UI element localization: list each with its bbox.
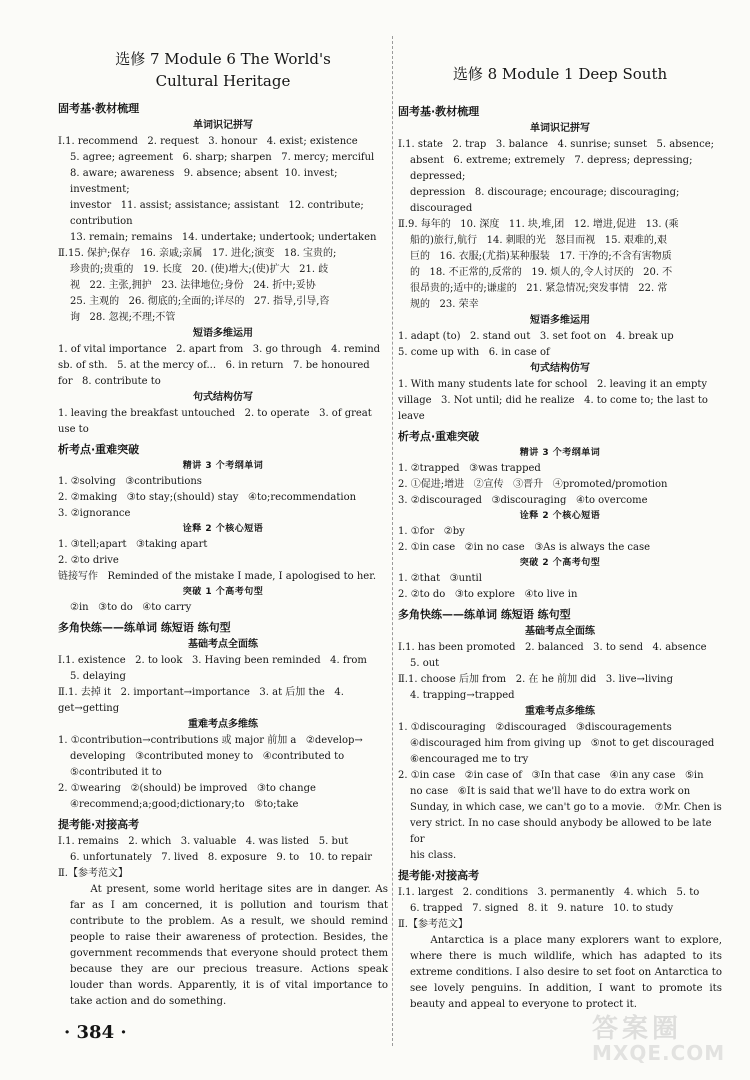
answer-line: 2. ①in case ②in no case ③As is always the case xyxy=(398,542,651,553)
answer-line: 1. ①contribution→contributions 或 major 前加 a ②develop→ xyxy=(58,735,363,746)
answer-line: 2. ②making ③to stay;(should) stay ④to;recommendation xyxy=(58,492,357,503)
answer-line: 1. leaving the breakfast untouched 2. to operate 3. of great use to xyxy=(58,408,375,435)
answer-line: Ⅱ.9. 每年的 10. 深度 11. 块,堆,团 12. 增进,促进 13. (乘 xyxy=(398,219,679,230)
answer-line: 规的 23. 荣幸 xyxy=(410,299,479,310)
answer-line: 8. aware; awareness 9. absence; absent 10. invest; investment; xyxy=(70,168,341,195)
answer-line: 1. With many students late for school 2. leaving it an empty xyxy=(398,379,708,390)
answer-line: 6. unfortunately 7. lived 8. exposure 9. to 10. to repair xyxy=(70,852,373,863)
answer-line: absent 6. extreme; extremely 7. depress; depressing; depressed; xyxy=(410,155,696,182)
answer-line: Ⅱ.15. 保护;保存 16. 亲戚;亲属 17. 进化;演变 18. 宝贵的; xyxy=(58,248,337,259)
right-column xyxy=(398,0,722,1013)
title-line: 选修 7 Module 6 The World's xyxy=(115,50,331,68)
answer-line: ⑤contributed it to xyxy=(70,767,162,778)
answer-line: 船的)旅行,航行 14. 刺眼的光 怒目而视 15. 艰难的,艰 xyxy=(410,235,668,246)
answer-line: 5. come up with 6. in case of xyxy=(398,347,550,358)
subsection-heading: 基础考点全面练 xyxy=(525,626,595,637)
answer-line: Ⅰ.1. has been promoted 2. balanced 3. to send 4. absence xyxy=(398,642,707,653)
answer-line: 的 18. 不正常的,反常的 19. 烦人的,令人讨厌的 20. 不 xyxy=(410,267,673,278)
answer-line: 珍贵的;贵重的 19. 长度 20. (使)增大;(使)扩大 21. 歧 xyxy=(70,264,329,275)
subsection-heading: 重难考点多维练 xyxy=(188,719,258,730)
subsection-heading: 单词识记拼写 xyxy=(530,123,590,134)
model-essay: Antarctica is a place many explorers want to explore, where there is much wildlife, which has adapted to its extreme conditions. I also desire to set foot on Antarctica to see lovely penguins. In addition, I want to promote its beauty and appeal to everyone to protect it. xyxy=(410,935,722,1010)
answer-line: very strict. In no case should anybody be allowed to be late for xyxy=(410,818,715,845)
subsection-heading: 基础考点全面练 xyxy=(188,639,258,650)
point-heading: 诠释 2 个核心短语 xyxy=(519,511,601,521)
title-line: 选修 8 Module 1 Deep South xyxy=(452,65,668,83)
answer-line: 2. ②to do ③to explore ④to live in xyxy=(398,589,578,600)
answer-line: 6. trapped 7. signed 8. it 9. nature 10. to study xyxy=(410,903,674,914)
answer-line: no case ⑥It is said that we'll have to do extra work on xyxy=(410,786,691,797)
answer-line: 2. ①wearing ②(should) be improved ③to change xyxy=(58,783,316,794)
answer-line: Ⅱ.【参考范文】 xyxy=(58,868,128,879)
subsection-heading: 短语多维运用 xyxy=(193,328,253,339)
section-heading: 析考点·重难突破 xyxy=(58,443,140,456)
answer-line: 2. ①in case ②in case of ③In that case ④in any case ⑤in xyxy=(398,770,704,781)
section-heading: 提考能·对接高考 xyxy=(398,869,480,882)
model-essay: At present, some world heritage sites are in danger. As far as I am concerned, it is pollution and tourism that contribute to the problem. As a result, we should remind people to raise their awareness of protection. Besides, the government recommends that everyone should protect them because they are our precious treasure. Actions speak louder than words. Apparently, it is of vital importance to take action and do something. xyxy=(70,884,388,1007)
answer-line: 视 22. 主张,拥护 23. 法律地位;身份 24. 折中;妥协 xyxy=(70,280,316,291)
subsection-heading: 句式结构仿写 xyxy=(530,363,590,374)
answer-line: 巨的 16. 衣服;(尤指)某种服装 17. 干净的;不含有害物质 xyxy=(410,251,672,262)
point-heading: 突破 2 个高考句型 xyxy=(519,558,601,568)
point-heading: 精讲 3 个考纲单词 xyxy=(519,448,601,458)
answer-line: ⑥encouraged me to try xyxy=(410,754,529,765)
title-line: Cultural Heritage xyxy=(155,72,291,90)
answer-line: his class. xyxy=(410,850,457,861)
answer-line: 1. of vital importance 2. apart from 3. go through 4. remind xyxy=(58,344,381,355)
column-divider xyxy=(392,36,393,1046)
answer-line: leave xyxy=(398,411,425,422)
section-heading: 多角快练——练单词 练短语 练句型 xyxy=(398,608,571,621)
section-heading: 析考点·重难突破 xyxy=(398,430,480,443)
answer-line: sb. of sth. 5. at the mercy of... 6. in return 7. be honoured xyxy=(58,360,370,371)
page-number: · 384 · xyxy=(64,1022,127,1043)
left-column xyxy=(58,0,388,1010)
point-heading: 突破 1 个高考句型 xyxy=(182,587,264,597)
answer-line: 1. ②that ③until xyxy=(398,573,482,584)
section-heading: 固考基·教材梳理 xyxy=(398,105,480,118)
answer-line: Ⅱ.1. choose 后加 from 2. 在 he 前加 did 3. live→living xyxy=(398,674,674,685)
answer-line: Ⅱ.1. 去掉 it 2. important→importance 3. at 后加 the 4. get→getting xyxy=(58,687,348,714)
answer-line: ④discouraged him from giving up ⑤not to get discouraged xyxy=(410,738,715,749)
answer-line: 5. delaying xyxy=(70,671,126,682)
answer-line: 3. ②discouraged ③discouraging ④to overcome xyxy=(398,495,648,506)
left-module-title xyxy=(58,48,388,92)
answer-line: Ⅰ.1. recommend 2. request 3. honour 4. exist; existence xyxy=(58,136,358,147)
subsection-heading: 短语多维运用 xyxy=(530,315,590,326)
section-heading: 多角快练——练单词 练短语 练句型 xyxy=(58,621,231,634)
answer-line: 1. ①for ②by xyxy=(398,526,465,537)
answer-line: ②in ③to do ④to carry xyxy=(70,602,192,613)
watermark-bottom: MXQE.COM xyxy=(592,1041,726,1065)
point-heading: 诠释 2 个核心短语 xyxy=(182,524,264,534)
point-heading: 精讲 3 个考纲单词 xyxy=(182,461,264,471)
watermark-top: 答案圈 xyxy=(592,1014,683,1044)
answer-line: 1. ①discouraging ②discouraged ③discouragements xyxy=(398,722,672,733)
answer-line: 2. ②to drive xyxy=(58,555,119,566)
answer-line: developing ③contributed money to ④contributed to xyxy=(70,751,345,762)
right-module-title xyxy=(398,63,722,85)
subsection-heading: 重难考点多维练 xyxy=(525,706,595,717)
answer-line: Sunday, in which case, we can't go to a movie. ⑦Mr. Chen is xyxy=(410,802,722,813)
answer-line: 链接写作 Reminded of the mistake I made, I apologised to her. xyxy=(58,571,377,582)
answer-line: ④recommend;a;good;dictionary;to ⑤to;take xyxy=(70,799,299,810)
answer-line: Ⅰ.1. existence 2. to look 3. Having been reminded 4. from xyxy=(58,655,367,666)
answer-line: 1. adapt (to) 2. stand out 3. set foot on 4. break up xyxy=(398,331,674,342)
answer-line: Ⅰ.1. state 2. trap 3. balance 4. sunrise; sunset 5. absence; xyxy=(398,139,714,150)
subsection-heading: 单词识记拼写 xyxy=(193,120,253,131)
answer-line: Ⅱ.【参考范文】 xyxy=(398,919,468,930)
answer-line: 4. trapping→trapped xyxy=(410,690,515,701)
answer-line: 5. out xyxy=(410,658,440,669)
answer-line: investor 11. assist; assistance; assistant 12. contribute; contribution xyxy=(70,200,367,227)
section-heading: 固考基·教材梳理 xyxy=(58,102,140,115)
answer-line: 1. ②trapped ③was trapped xyxy=(398,463,541,474)
answer-line: 13. remain; remains 14. undertake; undertook; undertaken xyxy=(70,232,377,243)
answer-line: 1. ②solving ③contributions xyxy=(58,476,202,487)
answer-line: for 8. contribute to xyxy=(58,376,161,387)
answer-line: 很昂贵的;适中的;谦虚的 21. 紧急情况;突发事情 22. 常 xyxy=(410,283,668,294)
answer-line: Ⅰ.1. remains 2. which 3. valuable 4. was listed 5. but xyxy=(58,836,349,847)
section-heading: 提考能·对接高考 xyxy=(58,818,140,831)
answer-line: 询 28. 忽视;不理;不管 xyxy=(70,312,176,323)
answer-line: 25. 主观的 26. 彻底的;全面的;详尽的 27. 指导,引导,咨 xyxy=(70,296,330,307)
watermark xyxy=(592,1008,736,1066)
answer-line: village 3. Not until; did he realize 4. to come to; the last to xyxy=(398,395,708,406)
answer-line: depression 8. discourage; encourage; discouraging; discouraged xyxy=(410,187,683,214)
answer-line: 2. ①促进;增进 ②宣传 ③晋升 ④promoted/promotion xyxy=(398,479,668,490)
answer-line: Ⅰ.1. largest 2. conditions 3. permanently 4. which 5. to xyxy=(398,887,700,898)
answer-line: 5. agree; agreement 6. sharp; sharpen 7. mercy; merciful xyxy=(70,152,375,163)
answer-line: 1. ③tell;apart ③taking apart xyxy=(58,539,208,550)
subsection-heading: 句式结构仿写 xyxy=(193,392,253,403)
answer-line: 3. ②ignorance xyxy=(58,508,131,519)
